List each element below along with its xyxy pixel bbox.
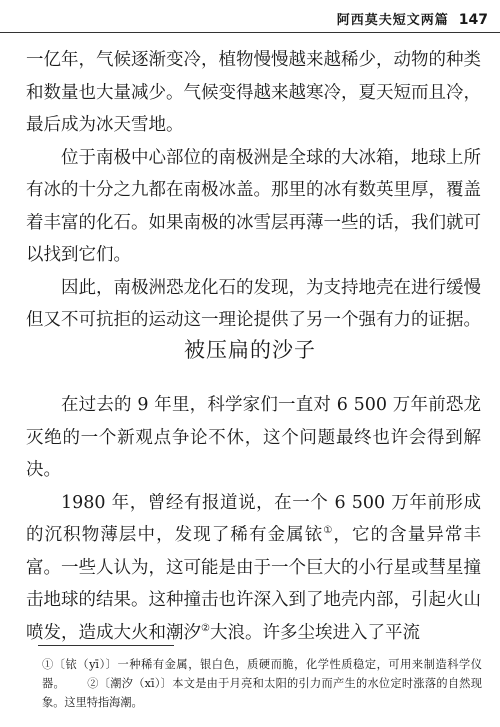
running-header bbox=[337, 9, 488, 28]
paragraph-iridium bbox=[26, 487, 481, 650]
paragraph-iridium-text-2: ，它的含量异常丰富。一些人认为，这可能是由于一个巨大的小行星或彗星撞击地球的结果。这种撞击也许深入到了地壳内部，引起火山喷发，造成大火和潮汐 bbox=[26, 525, 482, 643]
section-heading: 被压扁的沙子 bbox=[184, 338, 316, 362]
footnote-rule bbox=[38, 645, 174, 646]
paragraph-iridium-text-3: 大浪。许多尘埃进入了平流 bbox=[209, 622, 420, 643]
footnote-ref-1[interactable]: ① bbox=[323, 525, 334, 537]
section-1-body bbox=[26, 44, 481, 337]
section-2-body bbox=[26, 389, 481, 649]
page-number: 147 bbox=[458, 12, 488, 28]
paragraph-continued: 一亿年，气候逐渐变冷，植物慢慢越来越稀少，动物的种类和数量也大量减少。气候变得越来越寒冷，夏天短而且冷，最后成为冰天雪地。 bbox=[26, 50, 481, 135]
header-rule bbox=[0, 32, 500, 33]
paragraph-conclusion: 因此，南极洲恐龙化石的发现，为支持地壳在进行缓慢但又不可抗拒的运动这一理论提供了另一个强有力的证据。 bbox=[26, 277, 481, 330]
footnote-iridium bbox=[42, 655, 482, 712]
footnote-2-text: ②〔潮汐（xī）〕本文是由于月亮和太阳的引力而产生的水位定时涨落的自然现象。这里特指海潮。 bbox=[42, 677, 482, 709]
paragraph-iridium-text-1: 1980 年，曾经有报道说，在一个 6 500 万年前形成的沉积物薄层中，发现了稀有金属铱 bbox=[26, 492, 481, 545]
footnotes bbox=[42, 655, 482, 712]
paragraph-intro: 在过去的 9 年里，科学家们一直对 6 500 万年前恐龙灭绝的一个新观点争论不休，这个问题最终也许会得到解决。 bbox=[26, 395, 481, 480]
footnote-ref-2[interactable]: ② bbox=[201, 622, 210, 634]
footnote-1-text: ①〔铱（yī）〕一种稀有金属，银白色，质硬而脆，化学性质稳定，可用来制造科学仪器。 bbox=[42, 658, 482, 690]
paragraph-antarctica: 位于南极中心部位的南极洲是全球的大冰箱，地球上所有冰的十分之九都在南极冰盖。那里的冰有数英里厚，覆盖着丰富的化石。如果南极的冰雪层再薄一些的话，我们就可以找到它们。 bbox=[26, 147, 481, 265]
running-title: 阿西莫夫短文两篇 bbox=[336, 13, 449, 28]
